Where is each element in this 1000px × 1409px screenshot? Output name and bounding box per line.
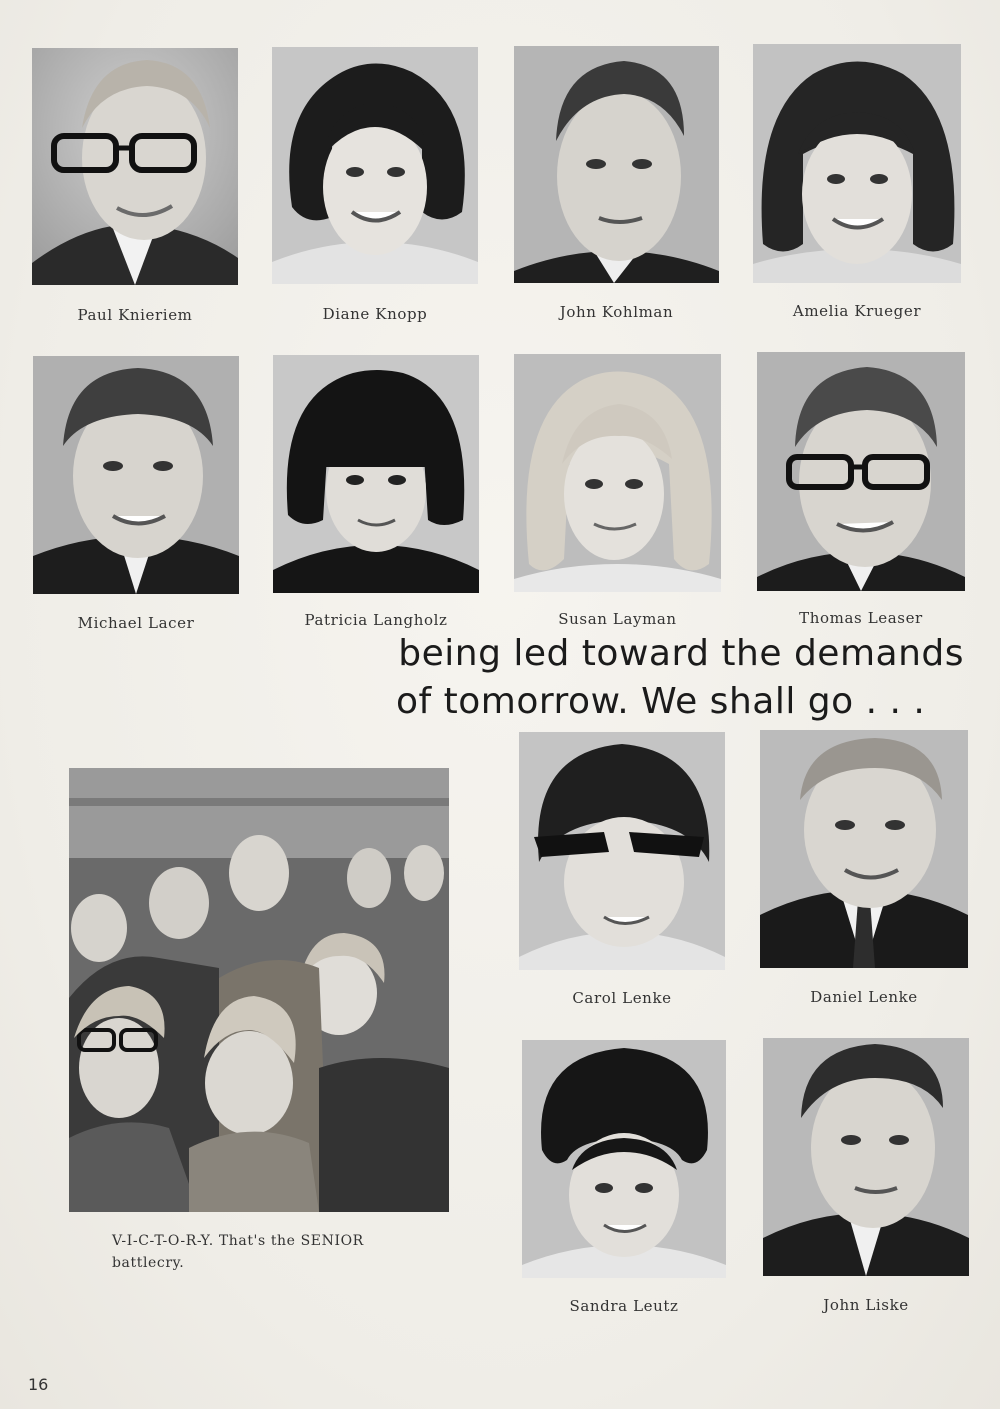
portrait-photo	[753, 44, 961, 283]
senior-name: Michael Lacer	[77, 614, 195, 632]
senior-name: Paul Knieriem	[77, 306, 193, 324]
headline-line: of tomorrow. We shall go . . .	[396, 681, 926, 722]
page-number: 16	[28, 1375, 49, 1394]
portrait-photo	[273, 355, 479, 593]
caption-line: V-I-C-T-O-R-Y. That's the SENIOR	[112, 1233, 364, 1249]
headline-line: being led toward the demands	[398, 633, 964, 674]
senior-name: Amelia Krueger	[792, 302, 922, 320]
portrait-photo	[757, 352, 965, 591]
portrait-photo	[32, 48, 238, 285]
photo-caption	[112, 1230, 442, 1274]
senior-name: John Liske	[823, 1296, 909, 1314]
portrait-photo	[272, 47, 478, 284]
senior-name: Carol Lenke	[572, 989, 672, 1007]
portrait-photo	[514, 354, 721, 592]
portrait-photo	[760, 730, 968, 968]
senior-name: Daniel Lenke	[810, 988, 918, 1006]
caption-line: battlecry.	[112, 1255, 185, 1271]
senior-name: Sandra Leutz	[569, 1297, 679, 1315]
portrait-photo	[33, 356, 239, 594]
group-photo	[69, 768, 449, 1212]
headline-text	[396, 630, 976, 726]
portrait-photo	[763, 1038, 969, 1276]
portrait-photo	[522, 1040, 726, 1278]
portrait-photo	[519, 732, 725, 970]
portrait-photo	[514, 46, 719, 283]
senior-name: Diane Knopp	[322, 305, 428, 323]
senior-name: Thomas Leaser	[799, 609, 923, 627]
senior-name: Susan Layman	[558, 610, 677, 628]
senior-name: John Kohlman	[559, 303, 674, 321]
senior-name: Patricia Langholz	[304, 611, 448, 629]
